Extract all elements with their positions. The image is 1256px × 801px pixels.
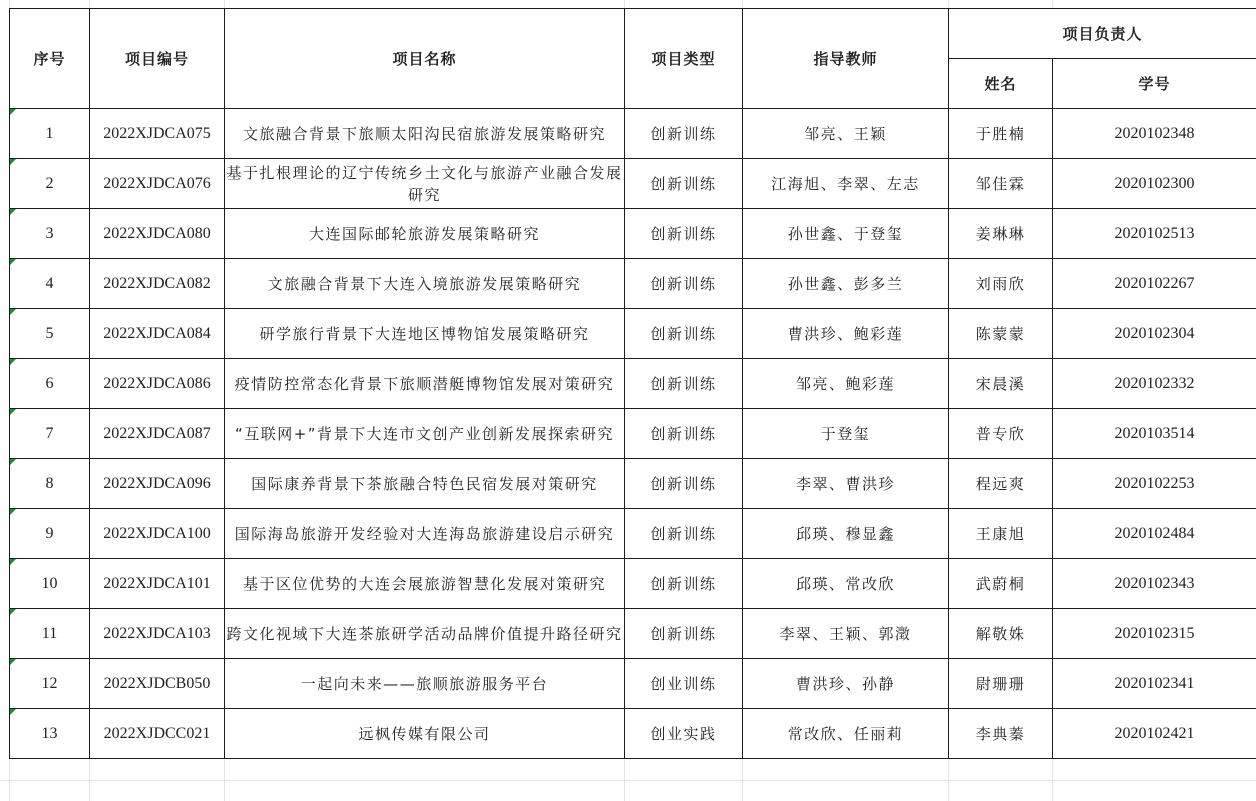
cell-project-code[interactable] [90, 559, 225, 609]
table-row [10, 359, 1256, 409]
cell-teacher-text: 邱瑛、穆显鑫 [795, 525, 895, 543]
cell-seq[interactable] [10, 459, 90, 509]
cell-teacher-text: 李翠、王颖、郭澂 [779, 625, 912, 643]
cell-leader-name-text: 解敬姝 [975, 625, 1026, 643]
cell-teacher-text: 孙世鑫、于登玺 [787, 225, 904, 243]
cell-project-type-text: 创业实践 [650, 725, 717, 743]
cell-student-id[interactable] [1053, 709, 1256, 759]
cell-project-name[interactable] [225, 559, 625, 609]
cell-project-name[interactable] [225, 509, 625, 559]
cell-teacher[interactable] [743, 659, 949, 709]
cell-student-id-text: 2020102267 [1114, 274, 1195, 292]
cell-project-name-text: 疫情防控常态化背景下旅顺潜艇博物馆发展对策研究 [234, 374, 615, 393]
cell-leader-name-text: 程远爽 [975, 475, 1026, 493]
cell-seq-text: 7 [45, 424, 54, 442]
cell-project-code[interactable] [90, 709, 225, 759]
cell-teacher[interactable] [743, 509, 949, 559]
cell-leader-name[interactable] [949, 359, 1053, 409]
cell-project-code-text: 2022XJDCC021 [103, 724, 211, 742]
cell-student-id[interactable] [1053, 259, 1256, 309]
cell-project-code-text: 2022XJDCA086 [103, 374, 211, 392]
cell-seq-text: 8 [45, 474, 54, 492]
table-row [10, 609, 1256, 659]
cell-seq[interactable] [10, 309, 90, 359]
cell-student-id-text: 2020102341 [1114, 674, 1195, 692]
cell-seq[interactable] [10, 159, 90, 209]
cell-seq[interactable] [10, 259, 90, 309]
cell-project-type-text: 创新训练 [650, 625, 717, 643]
cell-seq-text: 6 [45, 374, 54, 392]
cell-project-code-text: 2022XJDCA103 [103, 624, 211, 642]
cell-project-name[interactable] [225, 109, 625, 159]
cell-project-name[interactable] [225, 659, 625, 709]
table-row [10, 309, 1256, 359]
cell-project-name-text: 基于扎根理论的辽宁传统乡土文化与旅游产业融合发展研究 [226, 163, 623, 204]
header-code[interactable]: 项目编号 [90, 9, 225, 109]
cell-leader-name-text: 武蔚桐 [975, 575, 1026, 593]
cell-student-id-text: 2020102304 [1114, 324, 1195, 342]
cell-project-code[interactable] [90, 309, 225, 359]
cell-teacher[interactable] [743, 709, 949, 759]
cell-seq[interactable] [10, 209, 90, 259]
cell-project-name-text: 研学旅行背景下大连地区博物馆发展策略研究 [259, 324, 590, 343]
cell-project-code[interactable] [90, 109, 225, 159]
cell-project-code-text: 2022XJDCA087 [103, 424, 211, 442]
header-leader[interactable]: 项目负责人 [949, 9, 1256, 59]
cell-project-type[interactable] [625, 359, 743, 409]
cell-leader-name[interactable] [949, 459, 1053, 509]
cell-project-type[interactable] [625, 459, 743, 509]
cell-leader-name[interactable] [949, 409, 1053, 459]
cell-teacher-text: 邹亮、王颖 [804, 125, 887, 143]
cell-seq-text: 2 [45, 174, 54, 192]
project-table [9, 8, 1256, 759]
cell-teacher-text: 曹洪珍、鲍彩莲 [787, 325, 904, 343]
error-indicator-icon [10, 459, 16, 465]
cell-leader-name[interactable] [949, 509, 1053, 559]
cell-project-name[interactable] [225, 159, 625, 209]
cell-seq-text: 10 [41, 574, 58, 592]
cell-leader-name[interactable] [949, 609, 1053, 659]
cell-student-id[interactable] [1053, 659, 1256, 709]
cell-teacher[interactable] [743, 559, 949, 609]
cell-project-code[interactable] [90, 659, 225, 709]
cell-project-code[interactable] [90, 409, 225, 459]
cell-project-code-text: 2022XJDCA082 [103, 274, 211, 292]
cell-project-name-text: 远枫传媒有限公司 [358, 724, 491, 743]
cell-teacher[interactable] [743, 359, 949, 409]
cell-leader-name-text: 刘雨欣 [975, 275, 1026, 293]
error-indicator-icon [10, 609, 16, 615]
cell-project-code[interactable] [90, 259, 225, 309]
cell-student-id[interactable] [1053, 509, 1256, 559]
cell-seq-text: 9 [45, 524, 54, 542]
cell-leader-name-text: 王康旭 [975, 525, 1026, 543]
cell-seq[interactable] [10, 709, 90, 759]
cell-project-type[interactable] [625, 259, 743, 309]
cell-seq[interactable] [10, 659, 90, 709]
cell-teacher[interactable] [743, 209, 949, 259]
cell-student-id-text: 2020102332 [1114, 374, 1195, 392]
cell-project-code[interactable] [90, 159, 225, 209]
cell-project-code-text: 2022XJDCA080 [103, 224, 211, 242]
cell-leader-name-text: 于胜楠 [975, 125, 1026, 143]
cell-student-id[interactable] [1053, 409, 1256, 459]
cell-teacher-text: 于登玺 [820, 425, 871, 443]
cell-project-code-text: 2022XJDCA075 [103, 124, 211, 142]
cell-teacher[interactable] [743, 259, 949, 309]
cell-project-type-text: 创新训练 [650, 425, 717, 443]
error-indicator-icon [10, 509, 16, 515]
cell-leader-name-text: 普专欣 [975, 425, 1026, 443]
cell-student-id[interactable] [1053, 559, 1256, 609]
cell-project-type[interactable] [625, 209, 743, 259]
cell-project-name-text: 大连国际邮轮旅游发展策略研究 [308, 224, 540, 243]
cell-project-name-text: 文旅融合背景下大连入境旅游发展策略研究 [267, 274, 582, 293]
cell-leader-name-text: 李典蓁 [975, 725, 1026, 743]
cell-student-id-text: 2020102300 [1114, 174, 1195, 192]
cell-student-id[interactable] [1053, 109, 1256, 159]
cell-student-id[interactable] [1053, 459, 1256, 509]
cell-leader-name[interactable] [949, 309, 1053, 359]
cell-project-name-text: 跨文化视域下大连茶旅研学活动品牌价值提升路径研究 [226, 624, 623, 643]
cell-project-type-text: 创新训练 [650, 275, 717, 293]
header-teacher[interactable]: 指导教师 [743, 9, 949, 109]
cell-project-type-text: 创新训练 [650, 175, 717, 193]
cell-teacher[interactable] [743, 159, 949, 209]
cell-leader-name[interactable] [949, 159, 1053, 209]
cell-teacher[interactable] [743, 309, 949, 359]
cell-project-code[interactable] [90, 209, 225, 259]
cell-leader-name[interactable] [949, 659, 1053, 709]
cell-project-code[interactable] [90, 459, 225, 509]
cell-leader-name[interactable] [949, 709, 1053, 759]
table-row [10, 159, 1256, 209]
table-row [10, 409, 1256, 459]
cell-project-name[interactable] [225, 709, 625, 759]
error-indicator-icon [10, 559, 16, 565]
cell-teacher[interactable] [743, 459, 949, 509]
cell-project-name-text: 国际康养背景下茶旅融合特色民宿发展对策研究 [251, 474, 598, 493]
header-seq[interactable]: 序号 [10, 9, 90, 109]
cell-project-code-text: 2022XJDCA084 [103, 324, 211, 342]
cell-leader-name-text: 姜琳琳 [975, 225, 1026, 243]
cell-seq[interactable] [10, 359, 90, 409]
cell-project-code[interactable] [90, 509, 225, 559]
cell-project-name[interactable] [225, 609, 625, 659]
cell-student-id-text: 2020103514 [1114, 424, 1195, 442]
table-row [10, 109, 1256, 159]
cell-student-id[interactable] [1053, 359, 1256, 409]
header-leader-name[interactable]: 姓名 [949, 59, 1053, 109]
cell-leader-name-text: 宋晨溪 [975, 375, 1026, 393]
cell-project-code-text: 2022XJDCA100 [103, 524, 211, 542]
cell-project-type-text: 创新训练 [650, 125, 717, 143]
error-indicator-icon [10, 359, 16, 365]
cell-project-type[interactable] [625, 659, 743, 709]
cell-teacher-text: 孙世鑫、彭多兰 [787, 275, 904, 293]
cell-student-id-text: 2020102343 [1114, 574, 1195, 592]
error-indicator-icon [10, 259, 16, 265]
cell-teacher[interactable] [743, 409, 949, 459]
cell-project-type-text: 创业训练 [650, 675, 717, 693]
cell-teacher-text: 邹亮、鲍彩莲 [795, 375, 895, 393]
error-indicator-icon [10, 309, 16, 315]
cell-leader-name[interactable] [949, 559, 1053, 609]
cell-seq-text: 3 [45, 224, 54, 242]
error-indicator-icon [10, 409, 16, 415]
cell-project-type[interactable] [625, 159, 743, 209]
cell-project-name-text: 一起向未来——旅顺旅游服务平台 [300, 674, 549, 693]
cell-seq[interactable] [10, 109, 90, 159]
cell-leader-name[interactable] [949, 209, 1053, 259]
cell-project-type-text: 创新训练 [650, 375, 717, 393]
cell-student-id-text: 2020102513 [1114, 224, 1195, 242]
cell-student-id[interactable] [1053, 209, 1256, 259]
cell-leader-name-text: 尉珊珊 [975, 675, 1026, 693]
cell-leader-name-text: 邹佳霖 [975, 175, 1026, 193]
table-row [10, 559, 1256, 609]
error-indicator-icon [10, 209, 16, 215]
table-row [10, 259, 1256, 309]
table-row [10, 659, 1256, 709]
cell-project-name-text: “互联网+”背景下大连市文创产业创新发展探索研究 [234, 424, 615, 443]
cell-student-id[interactable] [1053, 309, 1256, 359]
cell-project-code-text: 2022XJDCA076 [103, 174, 211, 192]
cell-student-id-text: 2020102253 [1114, 474, 1195, 492]
cell-project-type-text: 创新训练 [650, 475, 717, 493]
cell-student-id[interactable] [1053, 159, 1256, 209]
error-indicator-icon [10, 159, 16, 165]
header-name[interactable]: 项目名称 [225, 9, 625, 109]
cell-project-type-text: 创新训练 [650, 225, 717, 243]
cell-leader-name[interactable] [949, 109, 1053, 159]
cell-leader-name[interactable] [949, 259, 1053, 309]
header-leader-id[interactable]: 学号 [1053, 59, 1256, 109]
cell-project-type[interactable] [625, 609, 743, 659]
cell-student-id-text: 2020102315 [1114, 624, 1195, 642]
cell-project-code[interactable] [90, 359, 225, 409]
cell-project-type[interactable] [625, 109, 743, 159]
error-indicator-icon [10, 709, 16, 715]
header-type[interactable]: 项目类型 [625, 9, 743, 109]
cell-project-type[interactable] [625, 559, 743, 609]
cell-project-code-text: 2022XJDCA096 [103, 474, 211, 492]
cell-teacher-text: 常改欣、任丽莉 [787, 725, 904, 743]
table-row [10, 509, 1256, 559]
cell-project-name[interactable] [225, 259, 625, 309]
cell-project-type[interactable] [625, 309, 743, 359]
cell-project-name[interactable] [225, 209, 625, 259]
cell-project-type[interactable] [625, 409, 743, 459]
cell-project-code[interactable] [90, 609, 225, 659]
cell-teacher-text: 邱瑛、常改欣 [795, 575, 895, 593]
cell-leader-name-text: 陈蒙蒙 [975, 325, 1026, 343]
cell-project-name-text: 国际海岛旅游开发经验对大连海岛旅游建设启示研究 [234, 524, 615, 543]
cell-project-type[interactable] [625, 509, 743, 559]
cell-project-name[interactable] [225, 409, 625, 459]
cell-project-code-text: 2022XJDCA101 [103, 574, 211, 592]
cell-project-name[interactable] [225, 309, 625, 359]
cell-seq[interactable] [10, 509, 90, 559]
cell-student-id-text: 2020102421 [1114, 724, 1195, 742]
cell-teacher[interactable] [743, 109, 949, 159]
cell-seq-text: 11 [41, 624, 58, 642]
cell-seq[interactable] [10, 559, 90, 609]
table-row [10, 459, 1256, 509]
cell-student-id-text: 2020102348 [1114, 124, 1195, 142]
cell-teacher-text: 李翠、曹洪珍 [795, 475, 895, 493]
table-row [10, 209, 1256, 259]
cell-seq[interactable] [10, 409, 90, 459]
cell-seq-text: 1 [45, 124, 54, 142]
cell-student-id-text: 2020102484 [1114, 524, 1195, 542]
cell-seq[interactable] [10, 609, 90, 659]
cell-project-type[interactable] [625, 709, 743, 759]
cell-project-type-text: 创新训练 [650, 575, 717, 593]
cell-project-name-text: 文旅融合背景下旅顺太阳沟民宿旅游发展策略研究 [242, 124, 606, 143]
cell-project-name[interactable] [225, 459, 625, 509]
cell-seq-text: 4 [45, 274, 54, 292]
cell-teacher[interactable] [743, 609, 949, 659]
cell-teacher-text: 江海旭、李翠、左志 [771, 175, 920, 193]
cell-seq-text: 13 [41, 724, 58, 742]
cell-project-code-text: 2022XJDCB050 [103, 674, 211, 692]
cell-project-type-text: 创新训练 [650, 325, 717, 343]
table-row [10, 709, 1256, 759]
cell-seq-text: 12 [41, 674, 58, 692]
cell-teacher-text: 曹洪珍、孙静 [795, 675, 895, 693]
cell-project-name[interactable] [225, 359, 625, 409]
error-indicator-icon [10, 109, 16, 115]
cell-project-name-text: 基于区位优势的大连会展旅游智慧化发展对策研究 [242, 574, 606, 593]
error-indicator-icon [10, 659, 16, 665]
cell-seq-text: 5 [45, 324, 54, 342]
cell-student-id[interactable] [1053, 609, 1256, 659]
cell-project-type-text: 创新训练 [650, 525, 717, 543]
